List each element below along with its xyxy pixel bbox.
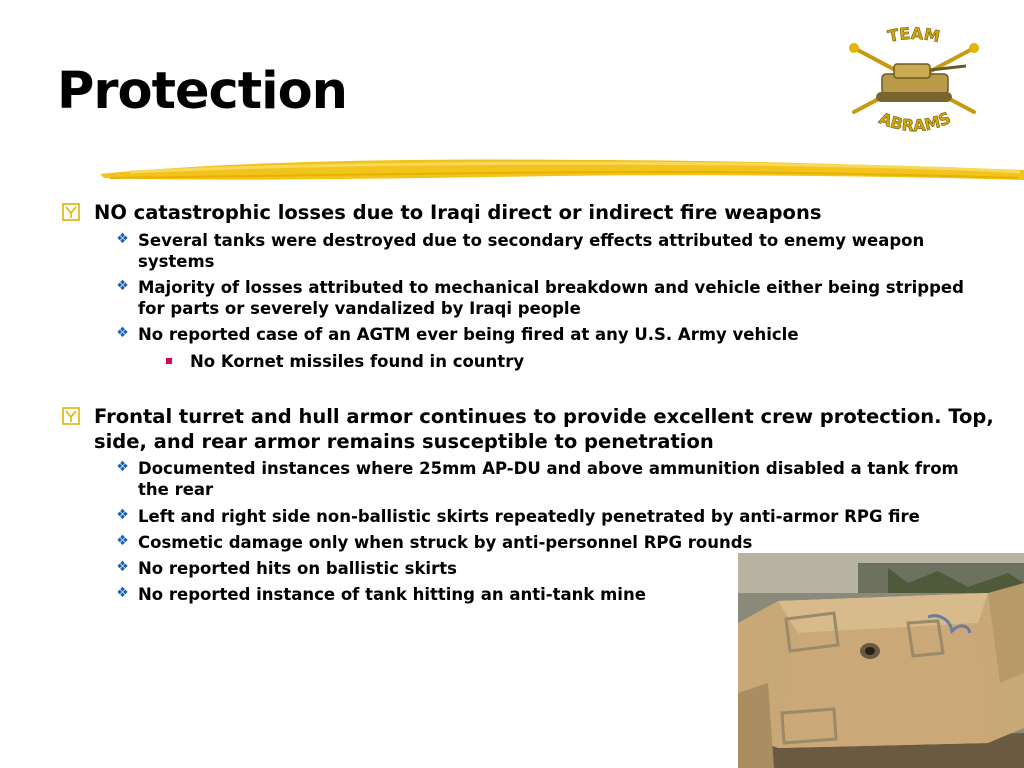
logo-top-text: TEAM [886,26,942,47]
slide-title: Protection [57,62,347,121]
sub-bullet [116,230,988,272]
damaged-tank-photo [738,553,1024,768]
sub-bullet-text: Cosmetic damage only when struck by anti-personnel RPG rounds [138,533,753,552]
diamond-four-icon: ❖ [116,231,129,247]
logo-bottom-text: ABRAMS [876,108,954,136]
checkbox-y-icon [62,203,80,221]
sub-sub-bullet-text: No Kornet missiles found in country [190,352,525,371]
main-bullet-text: NO catastrophic losses due to Iraqi direct or indirect fire weapons [94,201,822,224]
sub-bullet-text: No reported case of an AGTM ever being fired at any U.S. Army vehicle [138,325,799,344]
sub-bullet-text: No reported instance of tank hitting an anti-tank mine [138,585,646,604]
sub-bullet [116,324,988,345]
diamond-four-icon: ❖ [116,585,129,601]
diamond-four-icon: ❖ [116,559,129,575]
diamond-four-icon: ❖ [116,507,129,523]
main-bullet-2 [94,404,994,454]
diamond-four-icon: ❖ [116,325,129,341]
sub-bullet [116,532,988,553]
sub-sub-bullet [190,351,890,372]
diamond-four-icon: ❖ [116,459,129,475]
square-icon [166,358,172,364]
sub-bullet-text: Left and right side non-ballistic skirts repeatedly penetrated by anti-armor RPG fire [138,507,920,526]
diamond-four-icon: ❖ [116,533,129,549]
sub-bullet-text: Majority of losses attributed to mechanical breakdown and vehicle either being stripped for parts or severely vandalized by Iraqi people [138,278,964,318]
sub-bullet-text: Several tanks were destroyed due to secondary effects attributed to enemy weapon systems [138,231,925,271]
main-bullet-text: Frontal turret and hull armor continues to provide excellent crew protection. Top, side, and rear armor remains susceptible to penetration [94,405,994,453]
sub-bullet-text: Documented instances where 25mm AP-DU and above ammunition disabled a tank from the rear [138,459,959,499]
sub-bullet [116,506,988,527]
sub-bullet [116,458,988,500]
diamond-four-icon: ❖ [116,278,129,294]
sub-bullet [116,277,988,319]
sub-bullet-text: No reported hits on ballistic skirts [138,559,457,578]
checkbox-y-icon [62,407,80,425]
main-bullet-1 [94,200,994,225]
